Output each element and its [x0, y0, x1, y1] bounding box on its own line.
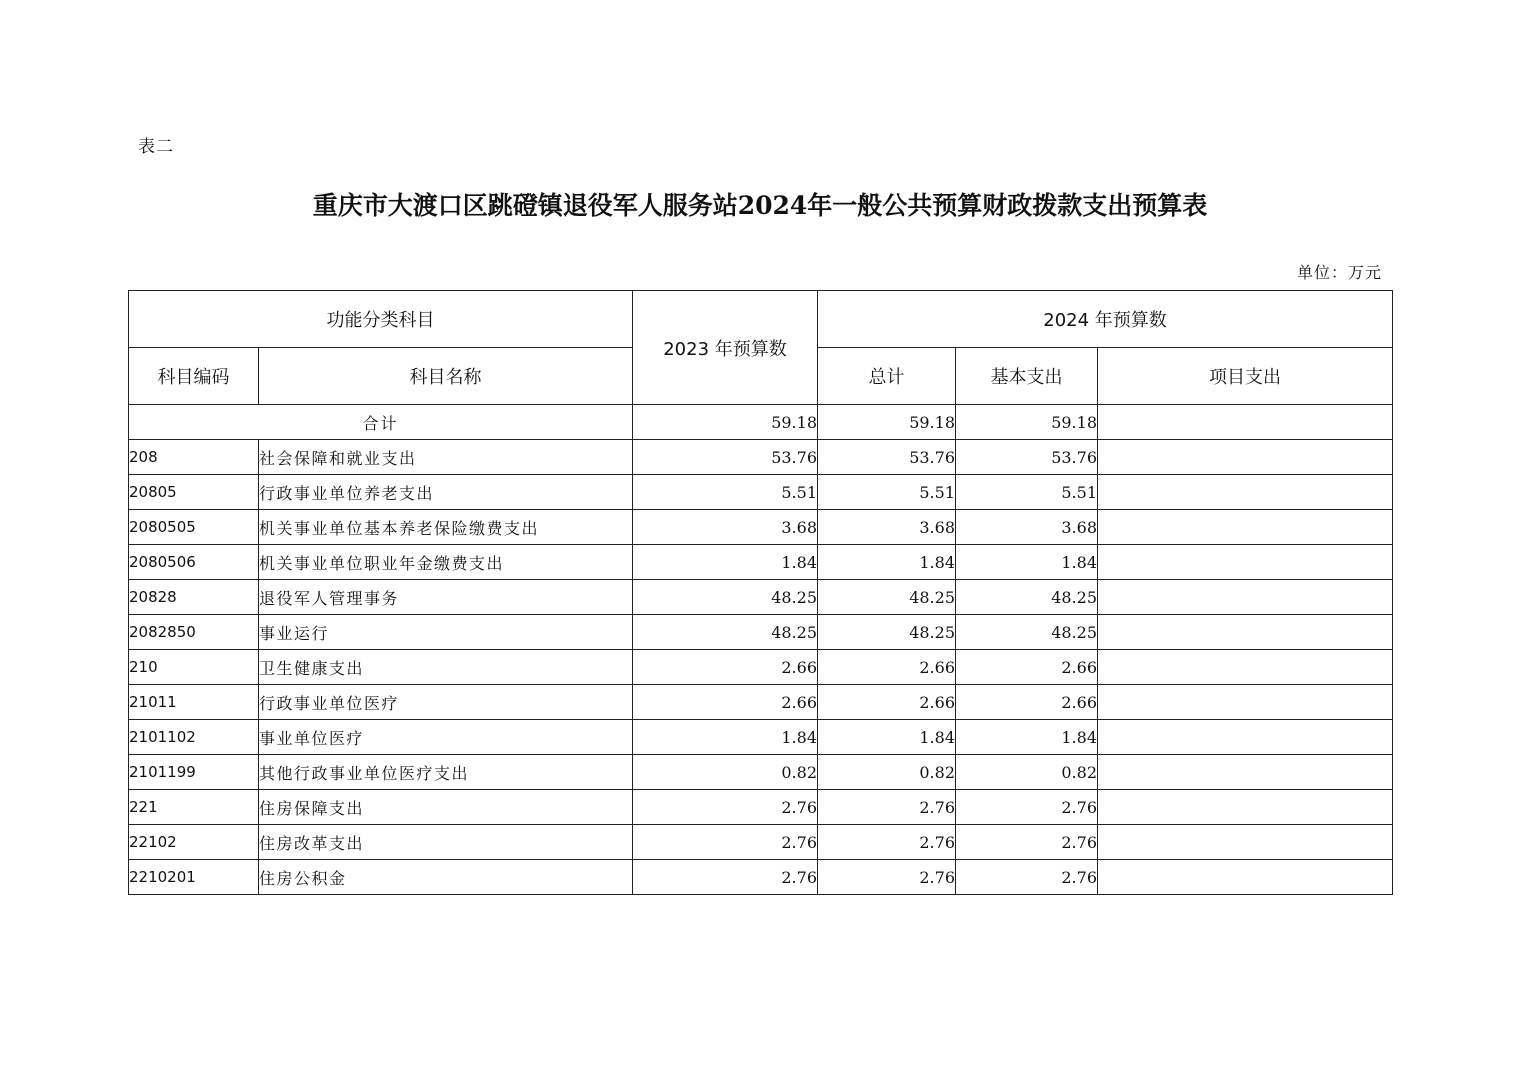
table-row: [129, 720, 1393, 755]
cell-2024-basic: 48.25: [956, 580, 1098, 615]
cell-2024-basic: 48.25: [956, 615, 1098, 650]
header-basic: 基本支出: [956, 348, 1098, 405]
header-code: 科目编码: [129, 348, 259, 405]
table-row: [129, 475, 1393, 510]
cell-2024-project: [1098, 510, 1393, 545]
cell-2023: 2.76: [633, 825, 818, 860]
cell-2024-basic: 1.84: [956, 545, 1098, 580]
table-row: [129, 440, 1393, 475]
table-row: [129, 580, 1393, 615]
cell-2024-project: [1098, 545, 1393, 580]
header-total: 总计: [818, 348, 956, 405]
cell-2023: 3.68: [633, 510, 818, 545]
cell-code: 2210201: [129, 860, 259, 895]
cell-2024-project: [1098, 615, 1393, 650]
cell-2023: 2.76: [633, 860, 818, 895]
cell-2023: 2.66: [633, 650, 818, 685]
unit-label: 单位：万元: [1296, 263, 1382, 282]
table-row: [129, 790, 1393, 825]
cell-2024-total: 2.76: [818, 790, 956, 825]
cell-2024-total: 2.76: [818, 860, 956, 895]
cell-2023: 48.25: [633, 615, 818, 650]
cell-name: 机关事业单位职业年金缴费支出: [259, 545, 633, 580]
cell-2023: 1.84: [633, 720, 818, 755]
header-2024-budget-group: 2024 年预算数: [818, 291, 1393, 348]
cell-name: 事业运行: [259, 615, 633, 650]
cell-code: 2080506: [129, 545, 259, 580]
table-row: [129, 510, 1393, 545]
cell-2024-total: 53.76: [818, 440, 956, 475]
cell-2024-total: 5.51: [818, 475, 956, 510]
cell-2023: 2.76: [633, 790, 818, 825]
table-number-label: 表二: [138, 137, 174, 157]
cell-2024-project: [1098, 860, 1393, 895]
cell-name: 住房公积金: [259, 860, 633, 895]
table-row: [129, 545, 1393, 580]
table-row: [129, 755, 1393, 790]
cell-2024-basic: 0.82: [956, 755, 1098, 790]
cell-name: 行政事业单位医疗: [259, 685, 633, 720]
cell-2024-project: [1098, 755, 1393, 790]
cell-name: 住房保障支出: [259, 790, 633, 825]
cell-2024-total: 3.68: [818, 510, 956, 545]
total-2024-project: [1098, 405, 1393, 440]
cell-code: 210: [129, 650, 259, 685]
cell-2023: 48.25: [633, 580, 818, 615]
document-title: 重庆市大渡口区跳磴镇退役军人服务站2024年一般公共预算财政拨款支出预算表: [312, 191, 1208, 220]
cell-2024-basic: 5.51: [956, 475, 1098, 510]
cell-2024-total: 0.82: [818, 755, 956, 790]
cell-2024-basic: 2.66: [956, 650, 1098, 685]
cell-2024-project: [1098, 475, 1393, 510]
cell-2023: 2.66: [633, 685, 818, 720]
cell-name: 机关事业单位基本养老保险缴费支出: [259, 510, 633, 545]
cell-code: 22102: [129, 825, 259, 860]
cell-2023: 5.51: [633, 475, 818, 510]
cell-2024-project: [1098, 825, 1393, 860]
cell-2024-project: [1098, 650, 1393, 685]
cell-name: 退役军人管理事务: [259, 580, 633, 615]
cell-2024-basic: 3.68: [956, 510, 1098, 545]
cell-2024-total: 2.76: [818, 825, 956, 860]
table-row: [129, 615, 1393, 650]
cell-2024-basic: 2.76: [956, 790, 1098, 825]
cell-2024-total: 1.84: [818, 545, 956, 580]
cell-code: 20805: [129, 475, 259, 510]
total-2023: 59.18: [633, 405, 818, 440]
table-row: [129, 860, 1393, 895]
cell-2024-total: 48.25: [818, 615, 956, 650]
cell-code: 2101102: [129, 720, 259, 755]
cell-code: 2101199: [129, 755, 259, 790]
cell-2024-total: 2.66: [818, 650, 956, 685]
cell-name: 卫生健康支出: [259, 650, 633, 685]
cell-2024-total: 2.66: [818, 685, 956, 720]
cell-2024-project: [1098, 440, 1393, 475]
cell-2023: 0.82: [633, 755, 818, 790]
cell-name: 社会保障和就业支出: [259, 440, 633, 475]
table-header: [129, 291, 1393, 405]
cell-name: 事业单位医疗: [259, 720, 633, 755]
table-row: [129, 650, 1393, 685]
total-2024-basic: 59.18: [956, 405, 1098, 440]
cell-code: 2080505: [129, 510, 259, 545]
cell-code: 20828: [129, 580, 259, 615]
cell-code: 2082850: [129, 615, 259, 650]
cell-code: 21011: [129, 685, 259, 720]
cell-2024-basic: 53.76: [956, 440, 1098, 475]
header-2023-budget: 2023 年预算数: [633, 291, 818, 405]
cell-2024-total: 1.84: [818, 720, 956, 755]
cell-2024-project: [1098, 685, 1393, 720]
cell-2024-basic: 2.76: [956, 825, 1098, 860]
table-row: [129, 825, 1393, 860]
total-2024-total: 59.18: [818, 405, 956, 440]
cell-code: 208: [129, 440, 259, 475]
table-body: [129, 405, 1393, 895]
cell-code: 221: [129, 790, 259, 825]
header-function-group: 功能分类科目: [129, 291, 633, 348]
cell-2024-project: [1098, 720, 1393, 755]
table-row: [129, 685, 1393, 720]
cell-name: 住房改革支出: [259, 825, 633, 860]
cell-2024-basic: 1.84: [956, 720, 1098, 755]
cell-2024-basic: 2.66: [956, 685, 1098, 720]
cell-2024-total: 48.25: [818, 580, 956, 615]
cell-name: 其他行政事业单位医疗支出: [259, 755, 633, 790]
header-project: 项目支出: [1098, 348, 1393, 405]
header-name: 科目名称: [259, 348, 633, 405]
total-label: 合计: [129, 405, 633, 440]
cell-2024-project: [1098, 790, 1393, 825]
cell-2024-project: [1098, 580, 1393, 615]
cell-2023: 1.84: [633, 545, 818, 580]
cell-2024-basic: 2.76: [956, 860, 1098, 895]
cell-2023: 53.76: [633, 440, 818, 475]
total-row: [129, 405, 1393, 440]
cell-name: 行政事业单位养老支出: [259, 475, 633, 510]
budget-table: [128, 290, 1393, 895]
